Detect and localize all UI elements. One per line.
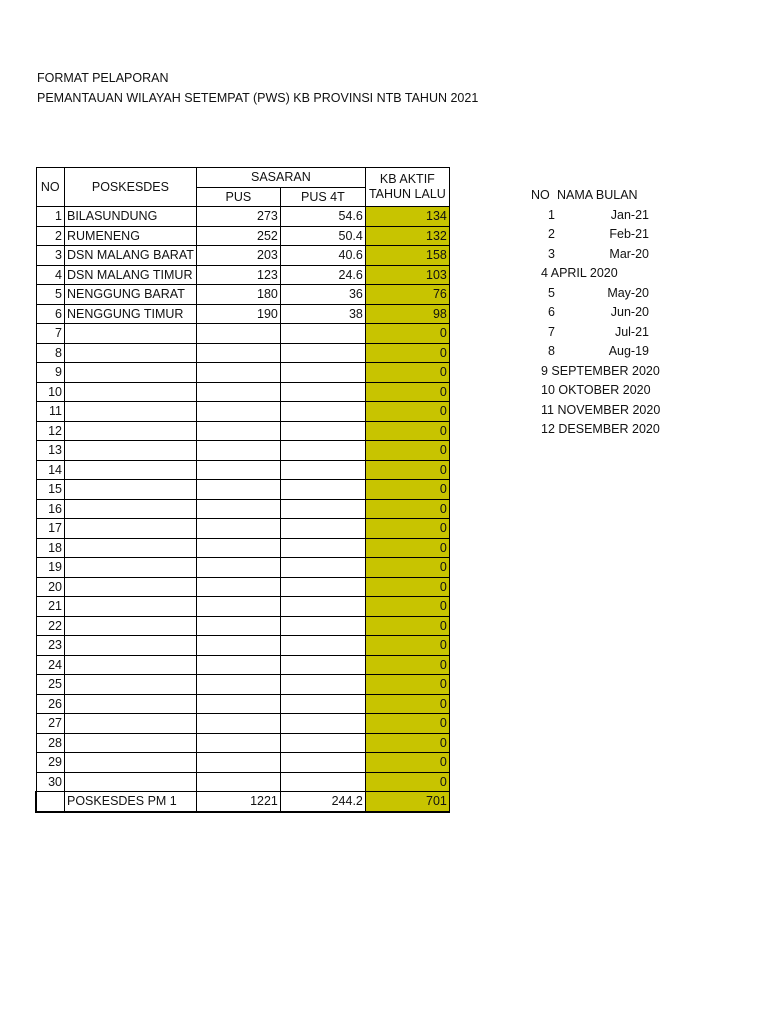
header-poskesdes: POSKESDES — [65, 168, 197, 207]
row-pus4t — [280, 772, 365, 792]
row-poskesdes — [65, 772, 197, 792]
row-kb-aktif: 0 — [365, 597, 449, 617]
row-pus: 203 — [196, 246, 280, 266]
row-poskesdes — [65, 675, 197, 695]
header-kb-aktif — [365, 168, 449, 207]
row-kb-aktif: 0 — [365, 753, 449, 773]
table-row — [36, 285, 449, 305]
row-poskesdes — [65, 616, 197, 636]
row-poskesdes: NENGGUNG TIMUR — [65, 304, 197, 324]
row-pus — [196, 519, 280, 539]
row-poskesdes — [65, 538, 197, 558]
row-pus — [196, 343, 280, 363]
row-pus — [196, 616, 280, 636]
table-row — [36, 441, 449, 461]
month-number: 6 — [548, 305, 555, 319]
row-kb-aktif: 0 — [365, 402, 449, 422]
table-row — [36, 772, 449, 792]
total-kb-aktif: 701 — [365, 792, 449, 812]
row-pus4t — [280, 577, 365, 597]
row-poskesdes — [65, 636, 197, 656]
row-no: 15 — [36, 480, 65, 500]
table-row — [36, 363, 449, 383]
row-poskesdes — [65, 558, 197, 578]
row-pus — [196, 324, 280, 344]
row-no: 18 — [36, 538, 65, 558]
table-row — [36, 246, 449, 266]
row-pus4t — [280, 675, 365, 695]
total-pus: 1221 — [196, 792, 280, 812]
month-full-label: 10 OKTOBER 2020 — [541, 383, 651, 397]
header-kb-aktif-line1: KB AKTIF — [379, 172, 435, 186]
row-pus — [196, 655, 280, 675]
month-name: Jun-20 — [610, 305, 649, 319]
row-pus: 190 — [196, 304, 280, 324]
row-kb-aktif: 134 — [365, 207, 449, 227]
row-pus4t — [280, 460, 365, 480]
table-row — [36, 207, 449, 227]
row-pus4t: 50.4 — [280, 226, 365, 246]
row-no: 8 — [36, 343, 65, 363]
row-poskesdes — [65, 694, 197, 714]
month-list-header — [531, 186, 671, 206]
row-no: 6 — [36, 304, 65, 324]
month-item — [531, 420, 671, 440]
table-row — [36, 460, 449, 480]
row-no: 5 — [36, 285, 65, 305]
row-poskesdes — [65, 421, 197, 441]
row-kb-aktif: 0 — [365, 421, 449, 441]
row-no: 2 — [36, 226, 65, 246]
row-kb-aktif: 0 — [365, 363, 449, 383]
row-kb-aktif: 0 — [365, 382, 449, 402]
row-poskesdes — [65, 733, 197, 753]
row-kb-aktif: 0 — [365, 616, 449, 636]
row-no: 11 — [36, 402, 65, 422]
row-pus4t — [280, 441, 365, 461]
row-pus — [196, 753, 280, 773]
row-pus4t: 38 — [280, 304, 365, 324]
row-pus4t — [280, 753, 365, 773]
row-poskesdes — [65, 324, 197, 344]
row-pus4t — [280, 558, 365, 578]
row-pus — [196, 460, 280, 480]
row-no: 30 — [36, 772, 65, 792]
month-number: 3 — [548, 246, 555, 261]
row-poskesdes: RUMENENG — [65, 226, 197, 246]
row-poskesdes — [65, 402, 197, 422]
row-pus4t — [280, 714, 365, 734]
month-full-label: 4 APRIL 2020 — [541, 266, 618, 280]
row-pus4t: 36 — [280, 285, 365, 305]
table-row — [36, 714, 449, 734]
month-number: 5 — [548, 285, 555, 300]
row-poskesdes — [65, 655, 197, 675]
row-pus — [196, 597, 280, 617]
month-item — [531, 381, 671, 401]
month-item — [531, 362, 671, 382]
row-kb-aktif: 0 — [365, 714, 449, 734]
row-kb-aktif: 0 — [365, 460, 449, 480]
header-pus4t: PUS 4T — [280, 187, 365, 207]
row-poskesdes: BILASUNDUNG — [65, 207, 197, 227]
row-pus — [196, 772, 280, 792]
row-no: 22 — [36, 616, 65, 636]
month-item — [531, 303, 671, 323]
header-kb-aktif-line2: TAHUN LALU — [368, 187, 446, 201]
row-no: 19 — [36, 558, 65, 578]
row-no: 23 — [36, 636, 65, 656]
row-no: 29 — [36, 753, 65, 773]
row-poskesdes — [65, 519, 197, 539]
table-row — [36, 636, 449, 656]
month-number: 8 — [548, 344, 555, 358]
row-pus: 252 — [196, 226, 280, 246]
table-row — [36, 402, 449, 422]
row-poskesdes — [65, 363, 197, 383]
table-row — [36, 694, 449, 714]
row-kb-aktif: 0 — [365, 675, 449, 695]
row-no: 28 — [36, 733, 65, 753]
row-pus4t — [280, 597, 365, 617]
month-full-label: 12 DESEMBER 2020 — [541, 422, 660, 436]
row-pus — [196, 499, 280, 519]
row-pus4t: 54.6 — [280, 207, 365, 227]
month-item — [531, 245, 671, 265]
row-kb-aktif: 0 — [365, 636, 449, 656]
row-no: 12 — [36, 421, 65, 441]
row-kb-aktif: 0 — [365, 577, 449, 597]
table-row — [36, 655, 449, 675]
row-kb-aktif: 0 — [365, 343, 449, 363]
table-row — [36, 577, 449, 597]
table-row — [36, 519, 449, 539]
row-poskesdes: DSN MALANG TIMUR — [65, 265, 197, 285]
row-no: 24 — [36, 655, 65, 675]
row-kb-aktif: 0 — [365, 558, 449, 578]
row-no: 10 — [36, 382, 65, 402]
row-pus — [196, 382, 280, 402]
row-poskesdes — [65, 480, 197, 500]
row-kb-aktif: 0 — [365, 538, 449, 558]
month-name: Aug-19 — [608, 344, 649, 358]
header-no: NO — [36, 168, 65, 207]
month-number: 1 — [548, 207, 555, 222]
row-kb-aktif: 0 — [365, 499, 449, 519]
row-pus — [196, 538, 280, 558]
month-number: 7 — [548, 324, 555, 339]
table-row — [36, 265, 449, 285]
row-pus4t — [280, 538, 365, 558]
row-pus — [196, 363, 280, 383]
month-name: Feb-21 — [609, 227, 649, 241]
month-item — [531, 342, 671, 362]
table-row — [36, 499, 449, 519]
row-kb-aktif: 103 — [365, 265, 449, 285]
row-no: 1 — [36, 207, 65, 227]
month-name: May-20 — [607, 285, 649, 300]
header-pus: PUS — [196, 187, 280, 207]
row-pus4t — [280, 421, 365, 441]
report-title: FORMAT PELAPORAN — [37, 71, 169, 85]
table-row — [36, 324, 449, 344]
month-list — [531, 186, 671, 440]
row-pus4t — [280, 343, 365, 363]
row-pus4t — [280, 655, 365, 675]
row-pus: 123 — [196, 265, 280, 285]
row-pus4t — [280, 519, 365, 539]
row-pus4t — [280, 382, 365, 402]
row-poskesdes: NENGGUNG BARAT — [65, 285, 197, 305]
row-pus4t: 40.6 — [280, 246, 365, 266]
row-poskesdes — [65, 499, 197, 519]
row-no: 4 — [36, 265, 65, 285]
row-pus — [196, 558, 280, 578]
total-pus4t: 244.2 — [280, 792, 365, 812]
month-full-label: 9 SEPTEMBER 2020 — [541, 363, 660, 378]
month-number: 2 — [548, 227, 555, 241]
row-pus4t — [280, 324, 365, 344]
table-row — [36, 304, 449, 324]
row-pus — [196, 441, 280, 461]
row-no: 21 — [36, 597, 65, 617]
row-no: 25 — [36, 675, 65, 695]
total-row — [36, 792, 449, 812]
table-row — [36, 538, 449, 558]
row-pus — [196, 694, 280, 714]
row-pus4t — [280, 480, 365, 500]
row-pus — [196, 421, 280, 441]
row-kb-aktif: 0 — [365, 733, 449, 753]
row-poskesdes — [65, 577, 197, 597]
month-item — [531, 284, 671, 304]
month-name: Jan-21 — [610, 207, 649, 222]
row-pus — [196, 636, 280, 656]
row-pus — [196, 480, 280, 500]
row-no: 14 — [36, 460, 65, 480]
month-item — [531, 264, 671, 284]
total-label: POSKESDES PM 1 — [65, 792, 197, 812]
row-no: 3 — [36, 246, 65, 266]
row-kb-aktif: 76 — [365, 285, 449, 305]
row-no: 20 — [36, 577, 65, 597]
row-kb-aktif: 132 — [365, 226, 449, 246]
row-poskesdes — [65, 382, 197, 402]
row-pus — [196, 714, 280, 734]
month-item — [531, 206, 671, 226]
row-kb-aktif: 0 — [365, 694, 449, 714]
table-row — [36, 480, 449, 500]
row-pus4t: 24.6 — [280, 265, 365, 285]
row-pus — [196, 577, 280, 597]
row-pus4t — [280, 616, 365, 636]
table-row — [36, 616, 449, 636]
month-item — [531, 225, 671, 245]
table-row — [36, 226, 449, 246]
row-pus: 180 — [196, 285, 280, 305]
header-sasaran: SASARAN — [196, 168, 365, 188]
row-kb-aktif: 0 — [365, 441, 449, 461]
month-name: Jul-21 — [614, 324, 649, 339]
table-row — [36, 558, 449, 578]
row-no: 27 — [36, 714, 65, 734]
row-no: 9 — [36, 363, 65, 383]
pws-table — [35, 167, 450, 813]
row-poskesdes: DSN MALANG BARAT — [65, 246, 197, 266]
row-pus — [196, 402, 280, 422]
row-pus4t — [280, 363, 365, 383]
table-row — [36, 733, 449, 753]
row-pus4t — [280, 636, 365, 656]
table-row — [36, 421, 449, 441]
row-kb-aktif: 0 — [365, 772, 449, 792]
row-poskesdes — [65, 753, 197, 773]
row-pus4t — [280, 694, 365, 714]
row-poskesdes — [65, 343, 197, 363]
row-kb-aktif: 0 — [365, 324, 449, 344]
row-pus — [196, 675, 280, 695]
row-poskesdes — [65, 714, 197, 734]
month-header-no: NO — [531, 188, 550, 202]
table-row — [36, 675, 449, 695]
row-pus4t — [280, 499, 365, 519]
table-row — [36, 753, 449, 773]
row-kb-aktif: 0 — [365, 655, 449, 675]
row-poskesdes — [65, 441, 197, 461]
month-item — [531, 323, 671, 343]
row-kb-aktif: 158 — [365, 246, 449, 266]
table-row — [36, 382, 449, 402]
report-subtitle: PEMANTAUAN WILAYAH SETEMPAT (PWS) KB PROVINSI NTB TAHUN 2021 — [37, 91, 479, 105]
row-pus4t — [280, 402, 365, 422]
row-no: 26 — [36, 694, 65, 714]
table-row — [36, 597, 449, 617]
month-name: Mar-20 — [609, 246, 649, 261]
row-kb-aktif: 0 — [365, 519, 449, 539]
table-row — [36, 343, 449, 363]
row-pus4t — [280, 733, 365, 753]
row-kb-aktif: 98 — [365, 304, 449, 324]
month-item — [531, 401, 671, 421]
row-pus — [196, 733, 280, 753]
row-no: 17 — [36, 519, 65, 539]
row-no: 16 — [36, 499, 65, 519]
row-pus: 273 — [196, 207, 280, 227]
month-full-label: 11 NOVEMBER 2020 — [541, 402, 661, 417]
row-kb-aktif: 0 — [365, 480, 449, 500]
row-poskesdes — [65, 460, 197, 480]
row-no: 13 — [36, 441, 65, 461]
row-no: 7 — [36, 324, 65, 344]
month-header-name: NAMA BULAN — [557, 188, 638, 202]
total-no — [36, 792, 65, 812]
row-poskesdes — [65, 597, 197, 617]
